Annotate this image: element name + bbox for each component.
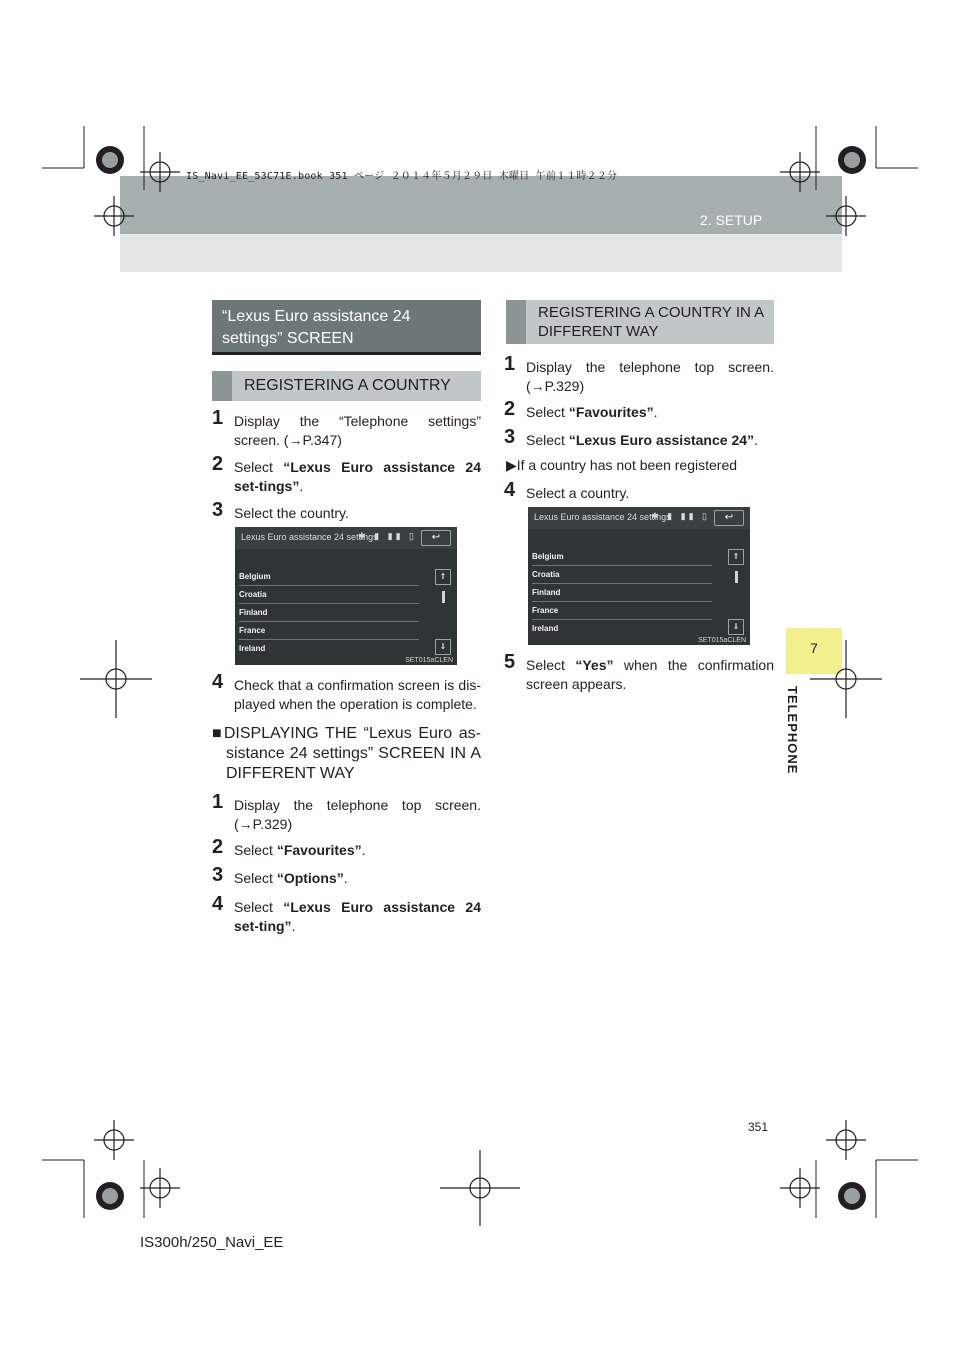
sub-heading-different-way <box>212 724 481 784</box>
country-row: Ireland <box>532 624 559 633</box>
step-number: 2 <box>504 398 516 420</box>
condition-note: ▶If a country has not been registered <box>506 457 738 473</box>
status-icons: ✱ ▮ ▮▮ ▯ <box>651 511 710 521</box>
heading-different-way-text: REGISTERING A COUNTRY IN A DIFFERENT WAY <box>538 304 764 340</box>
figure-code: SET015aCLEN <box>405 657 453 664</box>
step-number: 3 <box>212 499 224 521</box>
country-row: Finland <box>532 584 712 602</box>
step-number: 2 <box>212 453 224 475</box>
step-option: “Favourites” <box>568 404 654 420</box>
sub-heading-text: REGISTERING A COUNTRY <box>244 377 451 394</box>
step-a3 <box>212 499 481 523</box>
step-b3 <box>212 864 481 888</box>
country-row: Croatia <box>239 586 419 604</box>
heading-accent <box>506 300 526 344</box>
chapter-label: TELEPHONE <box>785 686 800 775</box>
step-number: 3 <box>504 426 516 448</box>
main-heading <box>212 300 481 352</box>
step-option: “Lexus Euro assistance 24 set-ting” <box>234 899 481 934</box>
step-number: 1 <box>212 407 224 429</box>
page-number: 351 <box>748 1120 769 1134</box>
sub-heading-different-way-text: ■DISPLAYING THE “Lexus Euro as-sistance 24 settings” SCREEN IN A DIFFERENT WAY <box>212 725 481 782</box>
step-number: 1 <box>212 791 224 813</box>
back-icon: ↩ <box>421 530 451 546</box>
step-a4 <box>212 671 481 714</box>
sub-heading-accent <box>212 371 232 401</box>
step-suffix: . <box>361 842 366 858</box>
step-number: 4 <box>504 479 516 501</box>
book-info-line: IS_Navi_EE_53C71E.book 351 ページ ２０１４年５月２９日 木曜日 午前１１時２２分 <box>186 171 618 182</box>
step-option: “Lexus Euro assistance 24 set-tings” <box>234 459 481 494</box>
step-option: “Options” <box>276 870 344 886</box>
step-option: “Lexus Euro assistance 24” <box>568 432 755 448</box>
step-suffix: . <box>754 432 758 448</box>
settings-screenshot-2 <box>528 507 750 645</box>
scroll-thumb <box>442 591 445 603</box>
step-text: Select a country. <box>526 485 630 501</box>
step-number: 5 <box>504 651 516 673</box>
step-suffix: when the confirmation screen appears. <box>526 657 774 692</box>
back-icon: ↩ <box>714 510 744 526</box>
step-text: Select <box>526 657 576 673</box>
step-text: Display the telephone top screen. (→P.329) <box>526 359 774 394</box>
country-row: Ireland <box>239 644 266 653</box>
chapter-number: 7 <box>810 640 818 656</box>
step-suffix: . <box>343 870 348 886</box>
step-option: “Favourites” <box>276 842 362 858</box>
step-text: Select the country. <box>234 505 349 521</box>
step-number: 1 <box>504 353 516 375</box>
country-row: Belgium <box>532 548 712 566</box>
country-row: France <box>239 622 419 640</box>
main-heading-text: “Lexus Euro assistance 24 settings” SCREEN <box>222 308 411 347</box>
step-text: Display the telephone top screen. (→P.329) <box>234 797 481 832</box>
screen-title: Lexus Euro assistance 24 settings <box>241 532 378 542</box>
step-number: 3 <box>212 864 224 886</box>
step-text: Select <box>526 432 569 448</box>
step-c3 <box>504 426 774 450</box>
model-footer: IS300h/250_Navi_EE <box>140 1234 284 1251</box>
scroll-up-icon: ⇑ <box>728 549 744 565</box>
step-text: Select <box>234 899 284 915</box>
step-text: Select <box>526 404 569 420</box>
step-b1 <box>212 791 481 834</box>
step-b2 <box>212 836 481 860</box>
section-title: 2. SETUP <box>700 212 763 228</box>
status-icons: ✱ ▮ ▮▮ ▯ <box>358 531 417 541</box>
step-option: “Yes” <box>575 657 614 673</box>
step-a1 <box>212 407 481 450</box>
step-text: Check that a confirmation screen is dis-played when the operation is complete. <box>234 677 481 712</box>
figure-code: SET015aCLEN <box>698 637 746 644</box>
step-text: Select <box>234 842 277 858</box>
step-number: 4 <box>212 671 224 693</box>
scroll-down-icon: ⇓ <box>435 639 451 655</box>
step-suffix: . <box>299 478 304 494</box>
country-row: Belgium <box>239 568 419 586</box>
step-c4 <box>504 479 774 503</box>
scroll-up-icon: ⇑ <box>435 569 451 585</box>
scroll-down-icon: ⇓ <box>728 619 744 635</box>
screen-title: Lexus Euro assistance 24 settings <box>534 512 671 522</box>
step-a2 <box>212 453 481 496</box>
country-row: Finland <box>239 604 419 622</box>
step-text: Select <box>234 459 284 475</box>
sub-heading-registering <box>212 371 481 401</box>
step-text: Select <box>234 870 277 886</box>
step-number: 4 <box>212 893 224 915</box>
heading-different-way <box>506 300 774 344</box>
country-row: Croatia <box>532 566 712 584</box>
step-suffix: . <box>653 404 658 420</box>
heading-rule <box>212 352 481 355</box>
country-row: France <box>532 602 712 620</box>
settings-screenshot-1 <box>235 527 457 665</box>
scroll-thumb <box>735 571 738 583</box>
step-c2 <box>504 398 774 422</box>
step-text: Display the “Telephone settings” screen. (→P.347) <box>234 413 481 448</box>
step-c1 <box>504 353 774 396</box>
step-suffix: . <box>291 918 296 934</box>
step-number: 2 <box>212 836 224 858</box>
header-band-light <box>120 234 842 272</box>
step-c5 <box>504 651 774 694</box>
step-b4 <box>212 893 481 936</box>
